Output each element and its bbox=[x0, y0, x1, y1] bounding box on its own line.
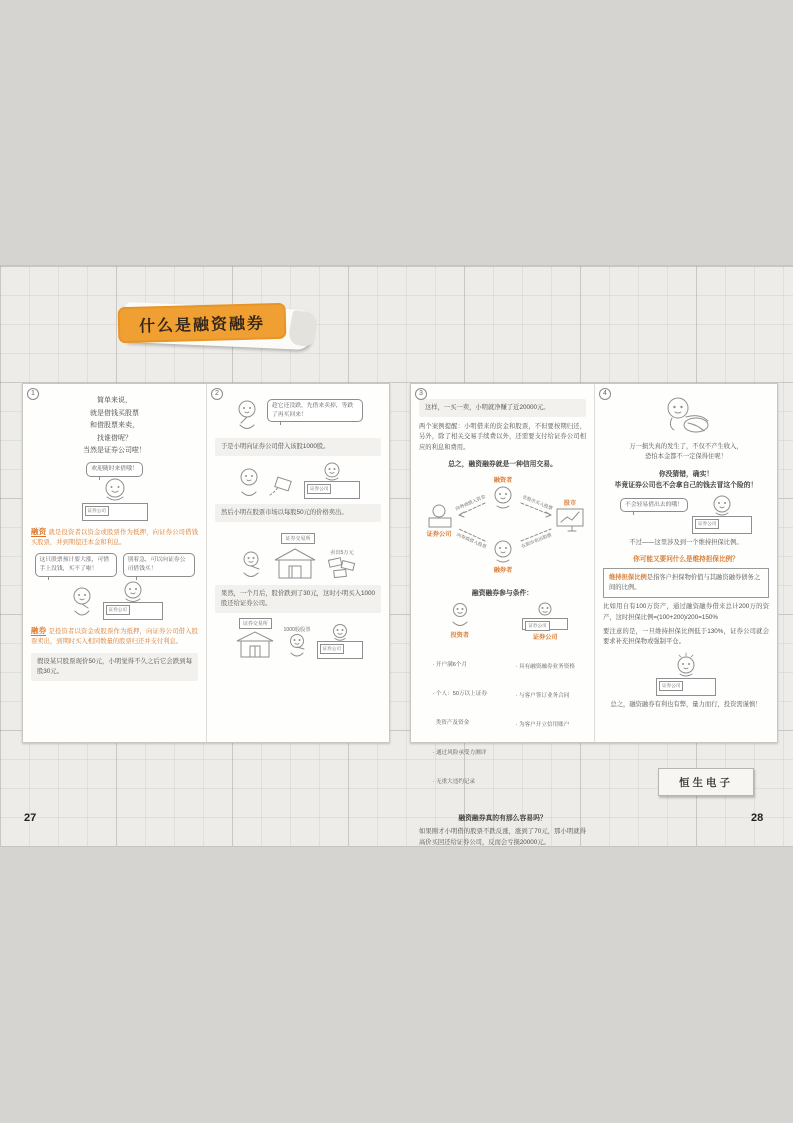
ratio-example-paragraph: 比如用自有100万资产，通过融资融券借来总计200万的资产，这时担保比例=(100+200)/200=150% bbox=[603, 603, 769, 621]
clerk-figure-icon bbox=[118, 580, 148, 602]
intro-line: 就是借钱买股票 bbox=[90, 409, 139, 417]
diagram-top-label: 融资者 bbox=[493, 477, 513, 485]
clerk-figure-icon bbox=[98, 477, 132, 503]
broker-desk bbox=[656, 678, 716, 696]
speech-bubble-right: 别着急，可以向证券公司借钱买！ bbox=[123, 553, 195, 576]
investor-figure-icon bbox=[239, 550, 263, 580]
panel-4-number: 4 bbox=[599, 388, 611, 400]
exchange-building-icon bbox=[233, 629, 277, 659]
diagram-right-label: 股市 bbox=[563, 500, 577, 508]
exchange-sign: 证券交易所 bbox=[239, 618, 272, 629]
broker-desk-sign: 证券公司 bbox=[307, 484, 331, 494]
page-number-right: 28 bbox=[751, 812, 764, 824]
broker-desk-sign: 证券公司 bbox=[320, 644, 344, 654]
participation-heading: 融资融券参与条件： bbox=[471, 590, 534, 598]
speech-bubble: 不会轻易借出去的哦！ bbox=[620, 498, 688, 513]
diagram-edge-top-right: 在股市买入股票 bbox=[521, 494, 554, 512]
requirement-item: · 具有融资融券业务资格 bbox=[515, 663, 575, 670]
broker-desk-sign: 证券公司 bbox=[695, 519, 719, 529]
loss-warning bbox=[603, 442, 769, 463]
panel-1-intro bbox=[31, 395, 198, 458]
investor-figure-icon bbox=[447, 602, 473, 628]
caption-bar: 于是小明向证券公司借入该股1000股。 bbox=[215, 438, 381, 456]
investor-figure-icon bbox=[67, 586, 97, 620]
maintenance-ratio-intro: 不过——这里涉及到一个维持担保比例。 bbox=[629, 538, 743, 546]
shares-label: 1000股股票 bbox=[283, 627, 311, 634]
investor-figure-icon bbox=[233, 399, 261, 433]
brand-name: 恒生电子 bbox=[679, 776, 733, 789]
intro-line: 和借股票来卖， bbox=[90, 422, 139, 430]
requirement-item: · 开户满6个月 bbox=[432, 661, 468, 668]
panel-3 bbox=[411, 384, 594, 846]
definition-rongzi bbox=[31, 526, 198, 549]
investor-requirements bbox=[433, 641, 487, 807]
panel-2-number: 2 bbox=[211, 388, 223, 400]
credit-trade-statement: 总之，融资融券就是一种信用交易。 bbox=[448, 461, 557, 469]
banknotes-icon bbox=[327, 556, 357, 580]
intro-line: 简单来说， bbox=[97, 397, 132, 404]
baby-figure-icon bbox=[658, 395, 714, 433]
page-title: 什么是融资融券 bbox=[138, 314, 266, 336]
broker-desk bbox=[103, 602, 163, 620]
closing-advice: 总之，融资融券有利也有弊，量力而行，投资需谨慎！ bbox=[610, 700, 762, 708]
broker-desk bbox=[317, 641, 363, 659]
speech-bubble-left: 这只股票预计要大涨，可惜手上没钱，买不了啦！ bbox=[35, 553, 117, 576]
broker-desk-sign: 证券公司 bbox=[106, 605, 130, 615]
definition-rongzi-text: 就是投资者以资金或股票作为抵押，向证券公司借钱买股票，并到期偿还本金和利息。 bbox=[31, 528, 199, 547]
maintenance-ratio-definition bbox=[603, 568, 769, 598]
broker-desk bbox=[692, 516, 752, 534]
broker-desk bbox=[522, 618, 568, 630]
panel-3-number: 3 bbox=[415, 388, 427, 400]
broker-requirements bbox=[516, 643, 575, 751]
term-rongzi: 融资 bbox=[31, 526, 47, 536]
caption-bar: 假设某只股票现价50元，小明觉得不久之后它会跌到每股30元。 bbox=[31, 653, 198, 681]
diagram-left-label: 证券公司 bbox=[426, 531, 452, 539]
panel-1-number: 1 bbox=[27, 388, 39, 400]
title-sticker-face bbox=[118, 303, 287, 343]
flying-note-icon bbox=[268, 477, 298, 499]
term-rongquan: 融券 bbox=[31, 625, 47, 635]
ratio-warning-paragraph: 要注意的是，一旦维持担保比例低于130%，证券公司就会要求补充担保物或强制平仓。 bbox=[603, 628, 769, 646]
investor-figure-icon bbox=[285, 633, 309, 659]
clerk-figure-icon bbox=[318, 461, 346, 481]
investor-column-label: 投资者 bbox=[450, 632, 470, 640]
broker-desk-sign: 证券公司 bbox=[659, 681, 683, 691]
caption-bar: 果然，一个月后，股价跌到了30元，这时小明买入1000股还给证券公司。 bbox=[215, 585, 381, 613]
loss-warning-line: 万一损失真的发生了，不仅不产生收入， bbox=[629, 443, 743, 450]
reassurance-line-2: 毕竟证券公司也不会拿自己的钱去冒这个险的！ bbox=[614, 481, 758, 489]
requirement-item: · 个人：50万以上证券 bbox=[432, 691, 487, 698]
broker-desk-sign: 证券公司 bbox=[85, 506, 109, 516]
clerk-idea-figure-icon bbox=[669, 652, 703, 678]
exchange-building-icon bbox=[269, 546, 321, 580]
clerk-figure-icon bbox=[533, 602, 557, 618]
credit-diagram bbox=[419, 473, 587, 577]
requirement-item: · 无重大违约记录 bbox=[432, 779, 476, 786]
clerk-figure-icon bbox=[707, 494, 737, 516]
comic-sheet-left bbox=[22, 383, 390, 743]
reassurance-line-1: 你没猜错，确实！ bbox=[658, 470, 714, 478]
diagram-bottom-label: 融券者 bbox=[493, 567, 513, 575]
panel-1 bbox=[23, 384, 206, 742]
diagram-edge-bottom-left: 向券商借入股票 bbox=[455, 531, 488, 550]
broker-desk-sign: 证券公司 bbox=[525, 621, 549, 631]
requirement-item: 类资产及资金 bbox=[432, 720, 470, 727]
intro-line: 当然是证券公司啦！ bbox=[83, 447, 146, 455]
title-sticker bbox=[118, 302, 318, 352]
brand-sticker bbox=[658, 768, 754, 796]
speech-bubble: 趁它还没跌，先借来卖掉，等跌了再买回来！ bbox=[267, 399, 363, 422]
risk-question-heading: 融资融券真的有那么容易吗？ bbox=[458, 815, 547, 823]
caption-bar: 然后小明在股票市场以每股50元的价格卖出。 bbox=[215, 504, 381, 522]
panel-3-paragraph: 两个案例提醒：小明借来的资金和股票，不但要按期归还，另外，除了相关交易手续费以外，还需要支付给证券公司相应的利息和费用。 bbox=[419, 423, 586, 451]
sell-amount-label: 卖出5万元 bbox=[330, 550, 354, 557]
panel-4 bbox=[594, 384, 777, 742]
definition-rongquan-text: 是投资者以资金或股票作为抵押，向证券公司借入股票卖出，到期时买入相同数量的股票归还并支付利息。 bbox=[31, 627, 199, 646]
requirement-item: · 为客户开立信用账户 bbox=[515, 722, 570, 729]
risk-paragraph: 如果刚才小明借的股票不跌反涨，涨到了70元，那小明就得高价买回还给证券公司，反而会亏损20000元。 bbox=[419, 828, 586, 846]
broker-column-label: 证券公司 bbox=[532, 634, 558, 642]
loss-warning-line: 恐怕本金都不一定保得住呢！ bbox=[645, 453, 727, 461]
broker-desk bbox=[304, 481, 360, 499]
definition-rongquan bbox=[31, 625, 198, 648]
clerk-figure-icon bbox=[328, 623, 352, 641]
maintenance-ratio-term: 维持担保比例 bbox=[609, 574, 647, 582]
requirement-item: · 通过风险承受力测评 bbox=[432, 749, 487, 756]
maintenance-ratio-text: 是指客户担保物价值与其融资融券债务之间的比例。 bbox=[609, 574, 761, 592]
investor-figure-icon bbox=[236, 467, 262, 499]
intro-line: 找谁借呢？ bbox=[97, 434, 132, 442]
diagram-edge-bottom-right: 在股市卖出股票 bbox=[520, 532, 553, 550]
requirement-item: · 与客户签订业务合同 bbox=[515, 693, 570, 700]
speech-bubble: 欢迎随时来借哦！ bbox=[86, 462, 142, 477]
page-number-left: 27 bbox=[24, 812, 37, 824]
diagram-edge-top-left: 向券商借入资金 bbox=[454, 493, 487, 512]
maintenance-ratio-question: 你可能又要问什么是维持担保比例？ bbox=[633, 556, 739, 564]
broker-desk bbox=[82, 503, 148, 521]
panel-2 bbox=[206, 384, 389, 742]
exchange-sign: 证券交易所 bbox=[281, 533, 314, 544]
caption-bar: 这样，一买一卖，小明就净赚了近20000元。 bbox=[419, 399, 586, 417]
